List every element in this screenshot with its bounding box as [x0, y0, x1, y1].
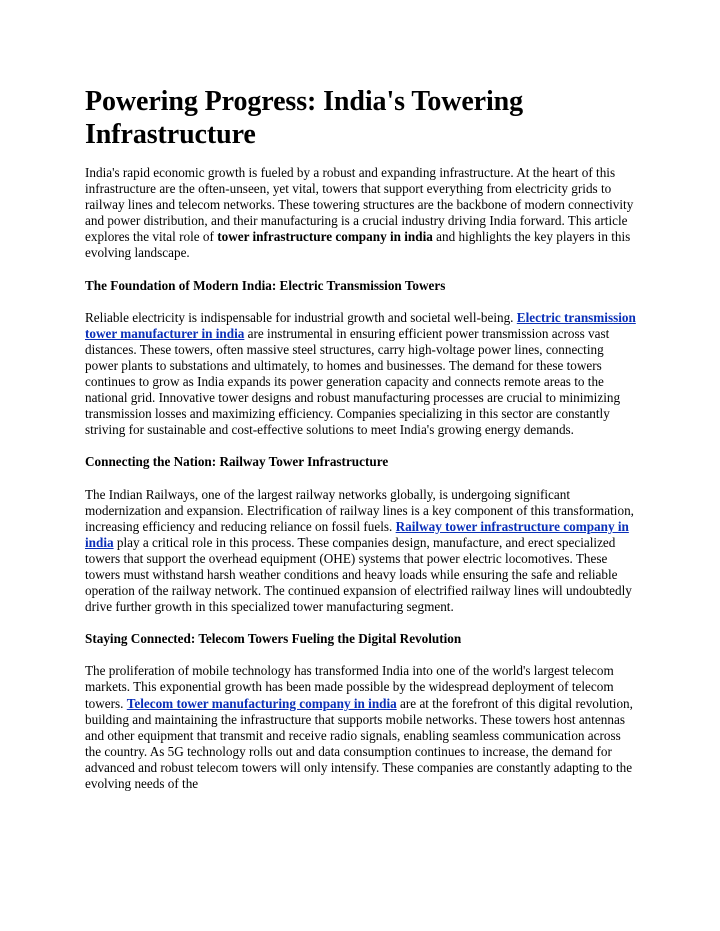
paragraph-text-end: are instrumental in ensuring efficient power transmission across vast distances. These towers, often massive steel structures, carry high-voltage power lines, connecting power plants to substations and ultimately, to homes and businesses. The demand for these towers continues to grow as India expands its power generation capacity and connects remote areas to the national grid. Innovative tower designs and robust manufacturing processes are crucial to minimizing transmission losses and maximizing efficiency. Companies specializing in this sector are constantly striving for sustainable and cost-effective solutions to meet India's growing energy demands. — [85, 325, 621, 438]
intro-bold-phrase: tower infrastructure company in india — [217, 229, 433, 245]
paragraph-text-start: The Indian Railways, one of the largest railway networks globally, is undergoing significant modernization and expansion. Electrification of railway lines is a key component of this transformation, increasing efficiency and reducing reliance on fossil fuels. — [85, 486, 634, 534]
telecom-tower-company-link[interactable]: Telecom tower manufacturing company in india — [126, 695, 397, 711]
railway-tower-company-link[interactable]: Railway tower infrastructure company in india — [85, 518, 629, 550]
section-heading-railway: Connecting the Nation: Railway Tower Infrastructure — [85, 454, 389, 470]
paragraph-text-end: play a critical role in this process. These companies design, manufacture, and erect specialized towers that support the overhead equipment (OHE) systems that power electric locomotives. These towers must withstand harsh weather conditions and heavy loads while ensuring the safe and reliable operation of the railway network. The continued expansion of electrified railway lines will undoubtedly drive further growth in this specialized tower manufacturing segment. — [85, 534, 632, 615]
page-title: Powering Progress: India's Towering Infrastructure — [85, 86, 524, 150]
paragraph-text-end: are at the forefront of this digital revolution, building and maintaining the infrastructure that supports mobile networks. These towers host antennas and other equipment that transmit and receive radio signals, enabling seamless communication across the country. As 5G technology rolls out and data consumption continues to increase, the demand for advanced and robust telecom towers will only intensify. These companies are constantly adapting to the evolving needs of the — [85, 695, 633, 791]
document-page — [85, 85, 637, 808]
electric-tower-manufacturer-link[interactable]: Electric transmission tower manufacturer in india — [85, 309, 636, 341]
paragraph-text-start: The proliferation of mobile technology has transformed India into one of the world's largest telecom markets. This exponential growth has been made possible by the widespread deployment of telecom towers. — [85, 663, 614, 711]
intro-paragraph — [85, 165, 637, 262]
section-heading-telecom: Staying Connected: Telecom Towers Fueling the Digital Revolution — [85, 631, 462, 647]
paragraph-text-start: Reliable electricity is indispensable for industrial growth and societal well-being. — [85, 309, 517, 325]
section-paragraph-electric — [85, 310, 637, 439]
section-paragraph-railway — [85, 487, 637, 616]
intro-text-start: India's rapid economic growth is fueled by a robust and expanding infrastructure. At the heart of this infrastructure are the often-unseen, yet vital, towers that support everything from electricity grids to railway lines and telecom networks. These towering structures are the backbone of modern connectivity and power distribution, and their manufacturing is a crucial industry driving India forward. This article explores the vital role of — [85, 165, 634, 245]
section-paragraph-telecom — [85, 663, 637, 792]
section-heading-electric: The Foundation of Modern India: Electric Transmission Towers — [85, 277, 446, 293]
intro-text-end: and highlights the key players in this evolving landscape. — [85, 229, 631, 261]
